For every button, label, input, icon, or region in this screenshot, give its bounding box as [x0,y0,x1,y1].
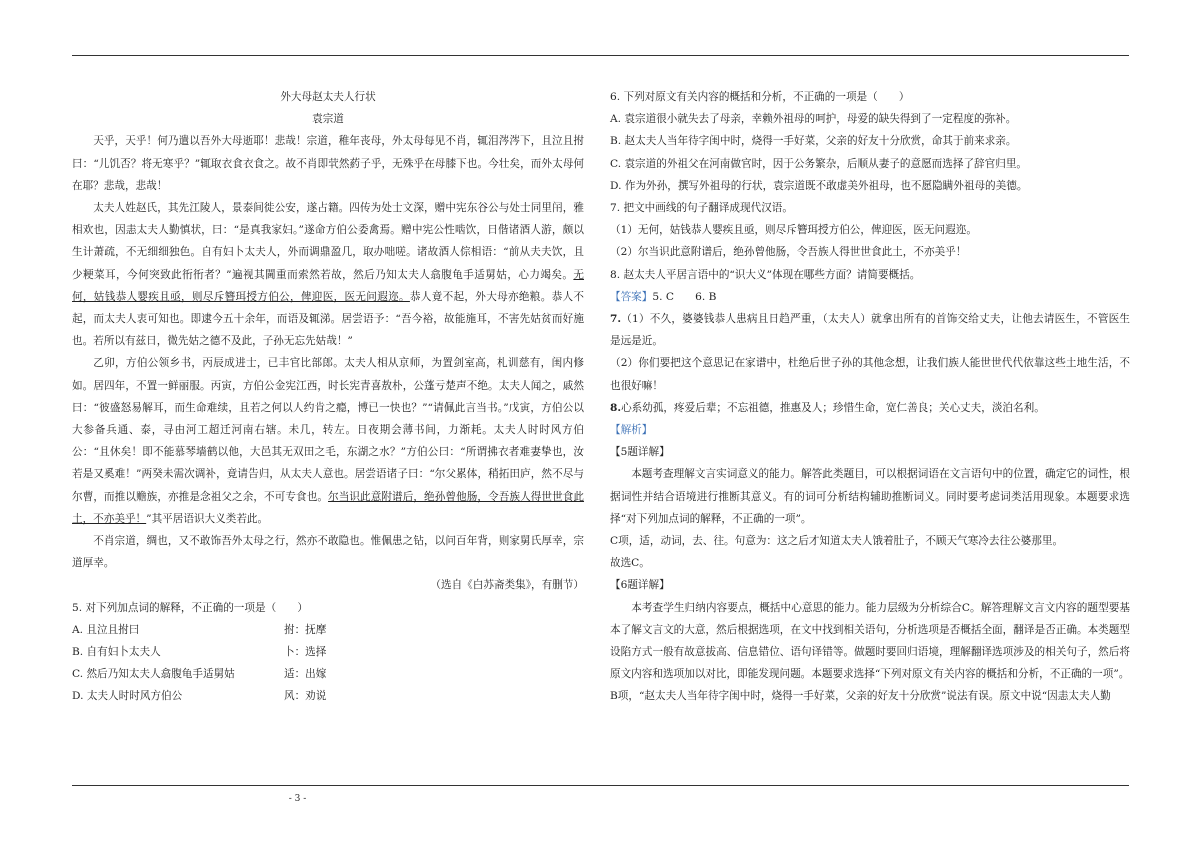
detail-6-text: 本考查学生归纳内容要点，概括中心意思的能力。能力层级为分析综合C。解答理解文言文内容的题型要基本了解文言文的大意，然后根据选项，在文中找到相关语句，分析选项是否概括全面，翻译是否正确。本类题型设陷方式一般有故意拔高、信息错位、语句译错等。做题时要回归语境，理解翻译选项涉及的相关句子，然后将原文内容和选项加以对比，即能发现问题。本题要求选择“下列对原文有关内容的概括和分析，不正确的一项”。 [610,601,1130,681]
q5-option: C. 然后乃知太夫人翕腹龟手适舅姑 适：出嫁 [72,668,327,681]
detail-5-end: 故选C。 [610,557,650,570]
detail-6-b: B项，“赵太夫人当年待字闺中时，烧得一手好菜，父亲的好友十分欣赏”说法有误。原文中说“因恚太夫人勤 [610,690,1111,703]
passage-title: 外大母赵太夫人行状 [280,91,376,103]
passage-source: （选自《白苏斋类集》，有删节） [430,579,584,592]
underlined-sentence-1: 无何，姑钱恭人婴疾且亟，则尽斥簪珥授方伯公，俾迎医，医无问遐迩。 [72,268,584,303]
answer-7-1: 7.（1）不久，婆婆钱恭人患病且日趋严重，（太夫人）就拿出所有的首饰交给丈夫，让他去请医生，不管医生是远是近。 [610,313,1130,348]
question-8: 8. 赵太夫人平居言语中的“识大义”体现在哪些方面？请简要概括。 [610,268,921,281]
footer-rule [72,785,1129,786]
q6-option-d: D. 作为外孙，撰写外祖母的行状，袁宗道既不敢虚美外祖母，也不愿隐瞒外祖母的美德。 [610,179,1028,192]
answer-tag: 【答案】 [610,290,653,303]
para-2-text-a: 太夫人姓赵氏，其先江陵人，景泰间徙公安，遂占籍。四传为处士文深，赠中宪东谷公与处士同里闬，雅相欢也，因恚太夫人勤慎状，曰：“是真我家妇。”遂命方伯公委禽焉。赠中宪公性啮饮，日偕诸酒人游，颇以生计萧疏，不无细细独色。自有妇卜太夫人，外而调鼎盈几，取办咄嗟。诸故酒人倧相语：“前从夫夫饮，且少粳菜耳，今何突致此衎衎者？”遍视其閫重而索然若故，然后乃知太夫人翕腹龟手适舅姑，心力竭矣。 [72,202,584,281]
answer-values: 5. C 6. B [652,290,717,303]
q5-option: D. 太夫人时时风方伯公 风：劝说 [72,690,327,703]
underlined-sentence-2: 尔当识此意附谱后，绝孙曾他肠，令吾族人得世世食此土，不亦美乎！ [72,490,585,525]
para-3-text-a: 乙卯，方伯公领乡书，丙辰成进士，已丰官比部郎。太夫人相从京师，为置剑室高，札训慈有，闺内修如。居四年，不置一鲜丽服。丙寅，方伯公金宪江西，时长宪青喜敖朴，公蓬亏楚声不绝。太夫人闻之，戚然曰：“彼盛怒易解耳，而生命难续，且若之何以人约肯之瘾，博已一快也？”“请佩此言当书。”戊寅，方伯公以大参备兵通、泰，寻由河工超迁河南右辖。未几，转左。日夜期会薄书间，力渐耗。太夫人时时风方伯公：“且休矣！即不能慕琴墙鹤以他，大邑其无双田之毛，东湖之水？”方伯公曰：“所谓拂衣者难妻挚也，汝若是又奚难！”两癸未需次调补，竟请告归，从太夫人意也。居尝语诸子曰：“尔父累体，稍拓田庐，然不尽与尔曹，而推以赡族，亦推是念祖父之余，不可专食也。 [72,357,584,503]
passage-para-1: 天乎，天乎！何乃遣以吾外大母逝耶！悲哉！宗道，稚年丧母，外太母每见不肖，辄泪涔涔下，且泣且拊曰：“儿饥否？将无寒乎？”辄取衣食衣食之。故不肖即茕然葯子乎，无殊乎在母膝下也。今壮矣，而外太母何在耶？悲哉，悲哉！ [72,135,584,192]
question-7-1: （1）无何，姑钱恭人婴疾且亟，则尽斥簪珥授方伯公，俾迎医，医无问遐迩。 [610,224,977,237]
detail-5-c: C项，适，动词，去、往。句意为：这之后才知道太夫人饿着肚子，不顾天气寒冷去往公婆那里。 [610,535,1064,548]
question-7: 7. 把文中画线的句子翻译成现代汉语。 [610,202,793,215]
passage-author: 袁宗道 [312,113,344,126]
left-column [72,86,584,708]
para-3-text-b: ”其平居语识大义类若此。 [146,512,269,525]
answer-8: 8.心系幼孤，疼爱后辈；不忘祖德，推惠及人；珍惜生命，宽仁善良；关心丈夫，淡泊名利。 [610,401,1045,414]
right-column [610,86,1130,708]
q6-option-b: B. 赵太夫人当年待字闺中时，烧得一手好菜，父亲的好友十分欣赏，命其于前来求亲。 [610,135,1017,148]
passage-para-2 [72,197,584,352]
detail-5-text: 本题考查理解文言实词意义的能力。解答此类题目，可以根据词语在文言语句中的位置，确定它的词性，根据词性并结合语境进行推断其意义。有的词可分析结构辅助推断词义。同时要考虑词类活用现象。本题要求选择“对下列加点词的解释，不正确的一项”。 [610,468,1130,525]
analysis-tag: 【解析】 [610,424,653,437]
question-6: 6. 下列对原文有关内容的概括和分析，不正确的一项是（ ） [610,91,910,103]
q6-option-a: A. 袁宗道很小就失去了母亲，幸赖外祖母的呵护，母爱的缺失得到了一定程度的弥补。 [610,113,1017,126]
q5-option: B. 自有妇卜太夫人 卜：选择 [72,646,327,659]
answer-line [610,286,1130,308]
header-rule [72,55,1129,56]
question-7-2: （2）尔当识此意附谱后，绝孙曾他肠，令吾族人得世世食此土，不亦美乎！ [610,246,967,259]
detail-5-tag: 【5题详解】 [610,446,670,459]
question-5: 5. 对下列加点词的解释，不正确的一项是（ ） [72,601,308,614]
q6-option-c: C. 袁宗道的外祖父在河南做官时，因于公务繁杂，后顺从妻子的意愿而选择了辞官归里。 [610,157,1028,170]
para-2-text-b: 恭人竟不起，外大母亦绝粮。恭人不起，而太夫人衷可知也。即逮今五十余年，而语及辄涕。居尝语予：“吾今裕，故能施耳，不害先姑贫而好施也。若所以有兹日，微先姑之德不及此，子孙无忘先姑哉！” [72,290,585,348]
passage-para-4: 不肖宗道，绸也，又不敢饰吾外太母之行，然亦不敢隐也。惟佩患之钻，以问百年背，则家舅氏厚幸，宗道厚幸。 [72,535,584,570]
q5-option: A. 且泣且拊曰 拊：抚摩 [72,623,327,636]
detail-6-tag: 【6题详解】 [610,579,670,592]
passage-para-3 [72,352,584,530]
answer-7-2: （2）你们要把这个意思记在家谱中，杜绝后世子孙的其他念想，让我们族人能世世代代依靠这些土地生活，不也很好嘛！ [610,357,1130,392]
page-number: - 3 - [288,794,307,804]
